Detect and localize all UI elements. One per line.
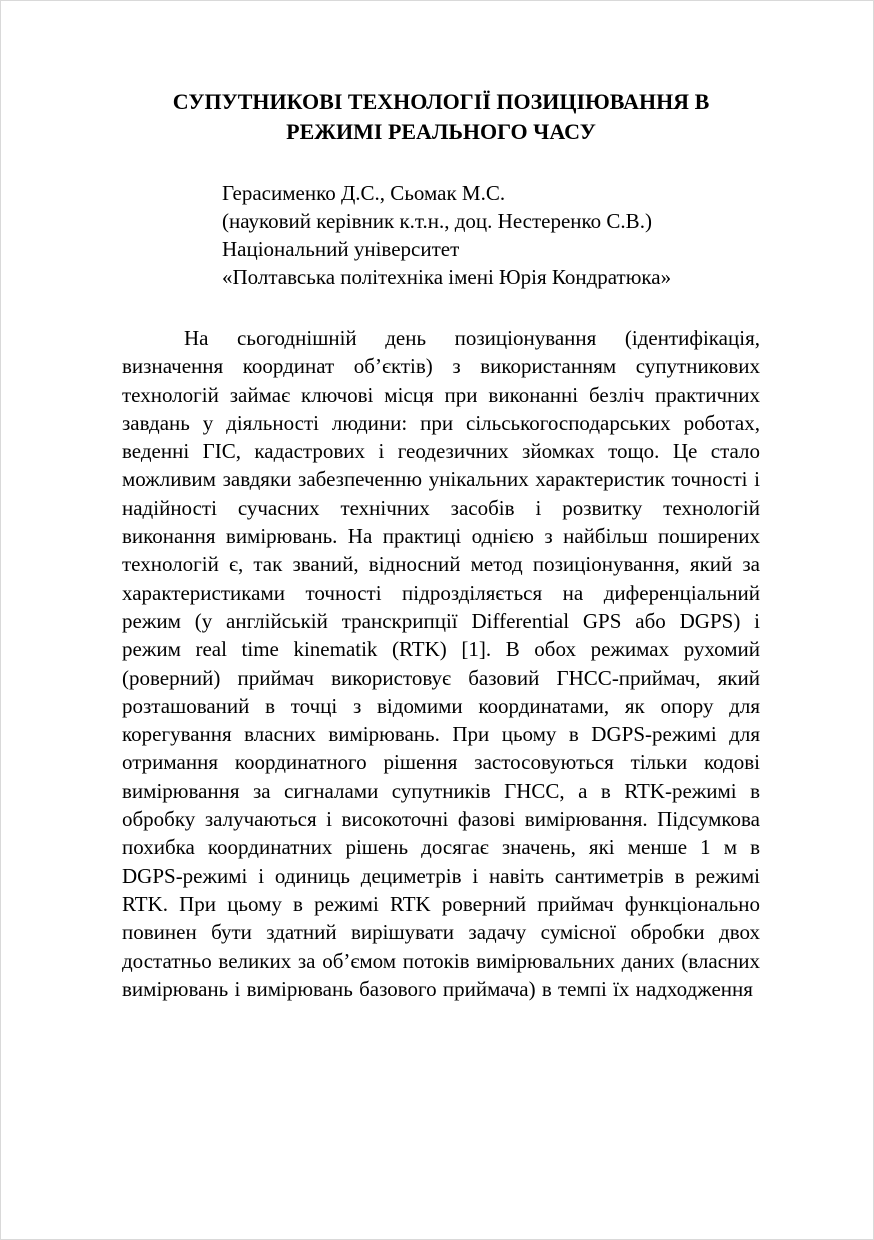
university-line: Національний університет — [222, 237, 460, 261]
page-content — [122, 87, 760, 1003]
university-name-line: «Полтавська політехніка імені Юрія Кондратюка» — [222, 265, 672, 289]
authors-names: Герасименко Д.С., Сьомак М.С. — [222, 181, 506, 205]
body-paragraph: На сьогоднішній день позиціонування (ідентифікація, визначення координат об’єктів) з використанням супутникових технологій займає ключові місця при виконанні безліч практичних завдань у діяльності людини: при сільськогосподарських роботах, веденні ГІС, кадастрових і геодезичних зйомках тощо. Це стало можливим завдяки забезпеченню унікальних характеристик точності і надійності сучасних технічних засобів і розвитку технологій виконання вимірювань. На практиці однією з найбільш поширених технологій є, так званий, відносний метод позиціонування, який за характеристиками точності підрозділяється на диференціальний режим (у англійській транскрипції Differential GPS або DGPS) і режим real time kinematik (RTK) [1]. В обох режимах рухомий (роверний) приймач використовує базовий ГНСС-приймач, який розташований в точці з відомими координатами, як опору для корегування власних вимірювань. При цьому в DGPS-режимі для отримання координатного рішення застосовуються тільки кодові вимірювання за сигналами супутників ГНСС, а в RTK-режимі в обробку залучаються і високоточні фазові вимірювання. Підсумкова похибка координатних рішень досягає значень, які менше 1 м в DGPS-режимі і одиниць дециметрів і навіть сантиметрів в режимі RTK. При цьому в режимі RTK роверний приймач функціонально повинен бути здатний вирішувати задачу сумісної обробки двох достатньо великих за об’ємом потоків вимірювальних даних (власних вимірювань і вимірювань базового приймача) в темпі їх надходження — [122, 326, 760, 1001]
authors-block — [222, 179, 760, 291]
paper-title-line-2: РЕЖИМІ РЕАЛЬНОГО ЧАСУ — [286, 119, 596, 144]
supervisor-line: (науковий керівник к.т.н., доц. Нестеренко С.В.) — [222, 209, 652, 233]
paper-title — [122, 87, 760, 147]
paper-title-line-1: СУПУТНИКОВІ ТЕХНОЛОГІЇ ПОЗИЦІЮВАННЯ В — [172, 89, 710, 114]
